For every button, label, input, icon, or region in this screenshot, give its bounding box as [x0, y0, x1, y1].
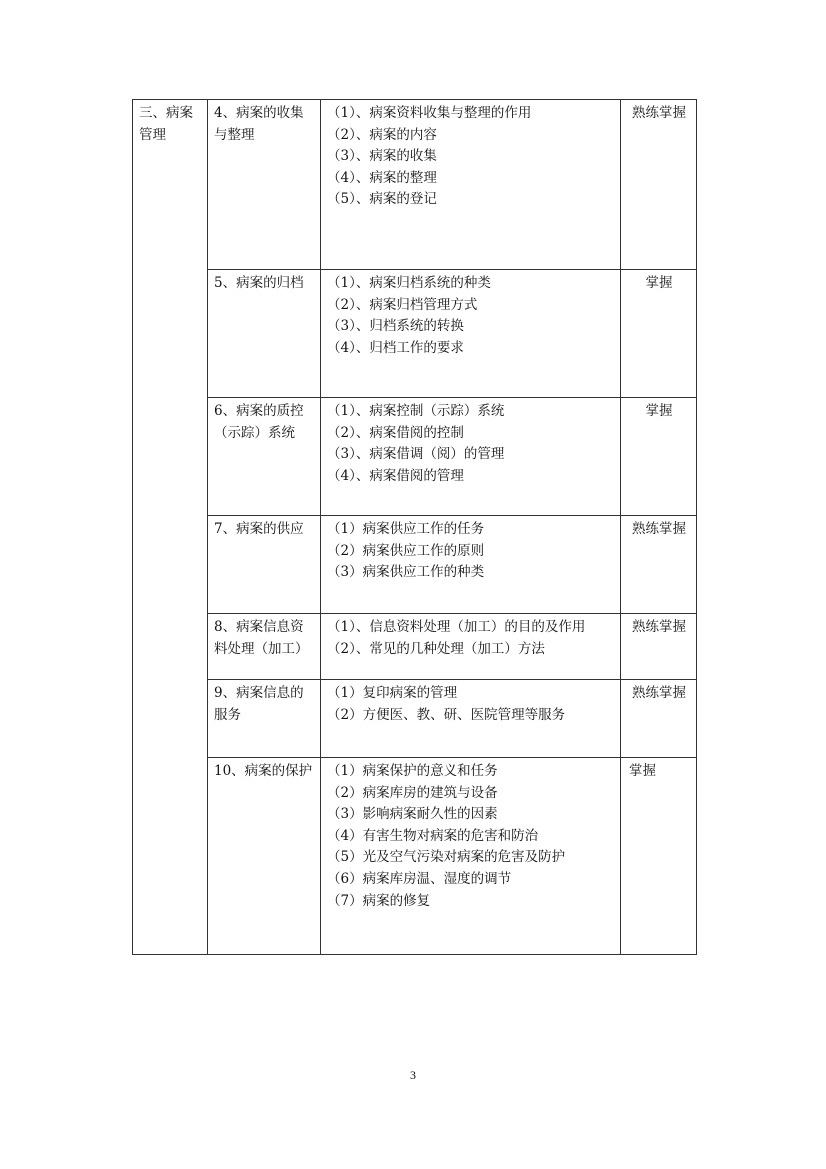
list-item: （3）、归档系统的转换 — [327, 318, 464, 335]
list-item: （1）病案保护的意义和任务 — [327, 763, 498, 779]
content-cell — [321, 516, 621, 614]
topic-cell: 9、病案信息的服务 — [208, 680, 321, 758]
content-cell — [321, 758, 621, 955]
list-item: （3）、病案的收集 — [327, 148, 437, 165]
syllabus-table — [132, 99, 697, 955]
table-row — [133, 758, 697, 955]
list-item: （2）病案库房的建筑与设备 — [327, 784, 498, 801]
list-item: （2）、病案归档管理方式 — [327, 296, 478, 313]
list-item: （4）、病案借阅的管理 — [327, 467, 464, 484]
list-item: （3）病案供应工作的种类 — [327, 564, 485, 581]
list-item: （1）、病案资料收集与整理的作用 — [327, 105, 532, 121]
content-cell — [321, 100, 621, 270]
list-item: （3）影响病案耐久性的因素 — [327, 806, 498, 823]
topic-cell: 7、病案的供应 — [208, 516, 321, 614]
module-cell: 三、病案管理 — [133, 100, 208, 955]
content-cell — [321, 270, 621, 398]
requirement-cell: 熟练掌握 — [621, 100, 697, 270]
requirement-cell: 熟练掌握 — [621, 516, 697, 614]
table-row — [133, 398, 697, 516]
content-cell — [321, 680, 621, 758]
page-number: 3 — [410, 1068, 416, 1082]
requirement-cell: 掌握 — [621, 270, 697, 398]
list-item: （4）、病案的整理 — [327, 169, 437, 186]
list-item: （6）病案库房温、湿度的调节 — [327, 870, 512, 887]
list-item: （2）、病案借阅的控制 — [327, 424, 464, 441]
topic-cell: 5、病案的归档 — [208, 270, 321, 398]
list-item: （4）有害生物对病案的危害和防治 — [327, 827, 539, 844]
list-item: （4）、归档工作的要求 — [327, 339, 464, 356]
table-row — [133, 100, 697, 270]
list-item: （5）、病案的登记 — [327, 191, 437, 208]
table-row — [133, 270, 697, 398]
content-cell — [321, 614, 621, 680]
table-row — [133, 516, 697, 614]
list-item: （2）、常见的几种处理（加工）方法 — [327, 640, 545, 657]
topic-cell: 4、病案的收集与整理 — [208, 100, 321, 270]
list-item: （2）、病案的内容 — [327, 126, 437, 143]
table-row — [133, 614, 697, 680]
list-item: （1）、信息资料处理（加工）的目的及作用 — [327, 619, 586, 635]
topic-cell: 6、病案的质控（示踪）系统 — [208, 398, 321, 516]
requirement-cell: 熟练掌握 — [621, 680, 697, 758]
list-item: （1）、病案控制（示踪）系统 — [327, 403, 505, 419]
list-item: （3）、病案借调（阅）的管理 — [327, 446, 505, 463]
list-item: （1）病案供应工作的任务 — [327, 521, 485, 537]
list-item: （2）方便医、教、研、医院管理等服务 — [327, 706, 566, 723]
requirement-cell: 掌握 — [621, 758, 697, 955]
list-item: （1）复印病案的管理 — [327, 685, 458, 701]
topic-cell: 10、病案的保护 — [208, 758, 321, 955]
table-row — [133, 680, 697, 758]
content-cell — [321, 398, 621, 516]
requirement-cell: 掌握 — [621, 398, 697, 516]
requirement-cell: 熟练掌握 — [621, 614, 697, 680]
list-item: （5）光及空气污染对病案的危害及防护 — [327, 849, 566, 866]
list-item: （7）病案的修复 — [327, 892, 431, 909]
topic-cell: 8、病案信息资料处理（加工） — [208, 614, 321, 680]
list-item: （2）病案供应工作的原则 — [327, 542, 485, 559]
list-item: （1）、病案归档系统的种类 — [327, 275, 491, 291]
